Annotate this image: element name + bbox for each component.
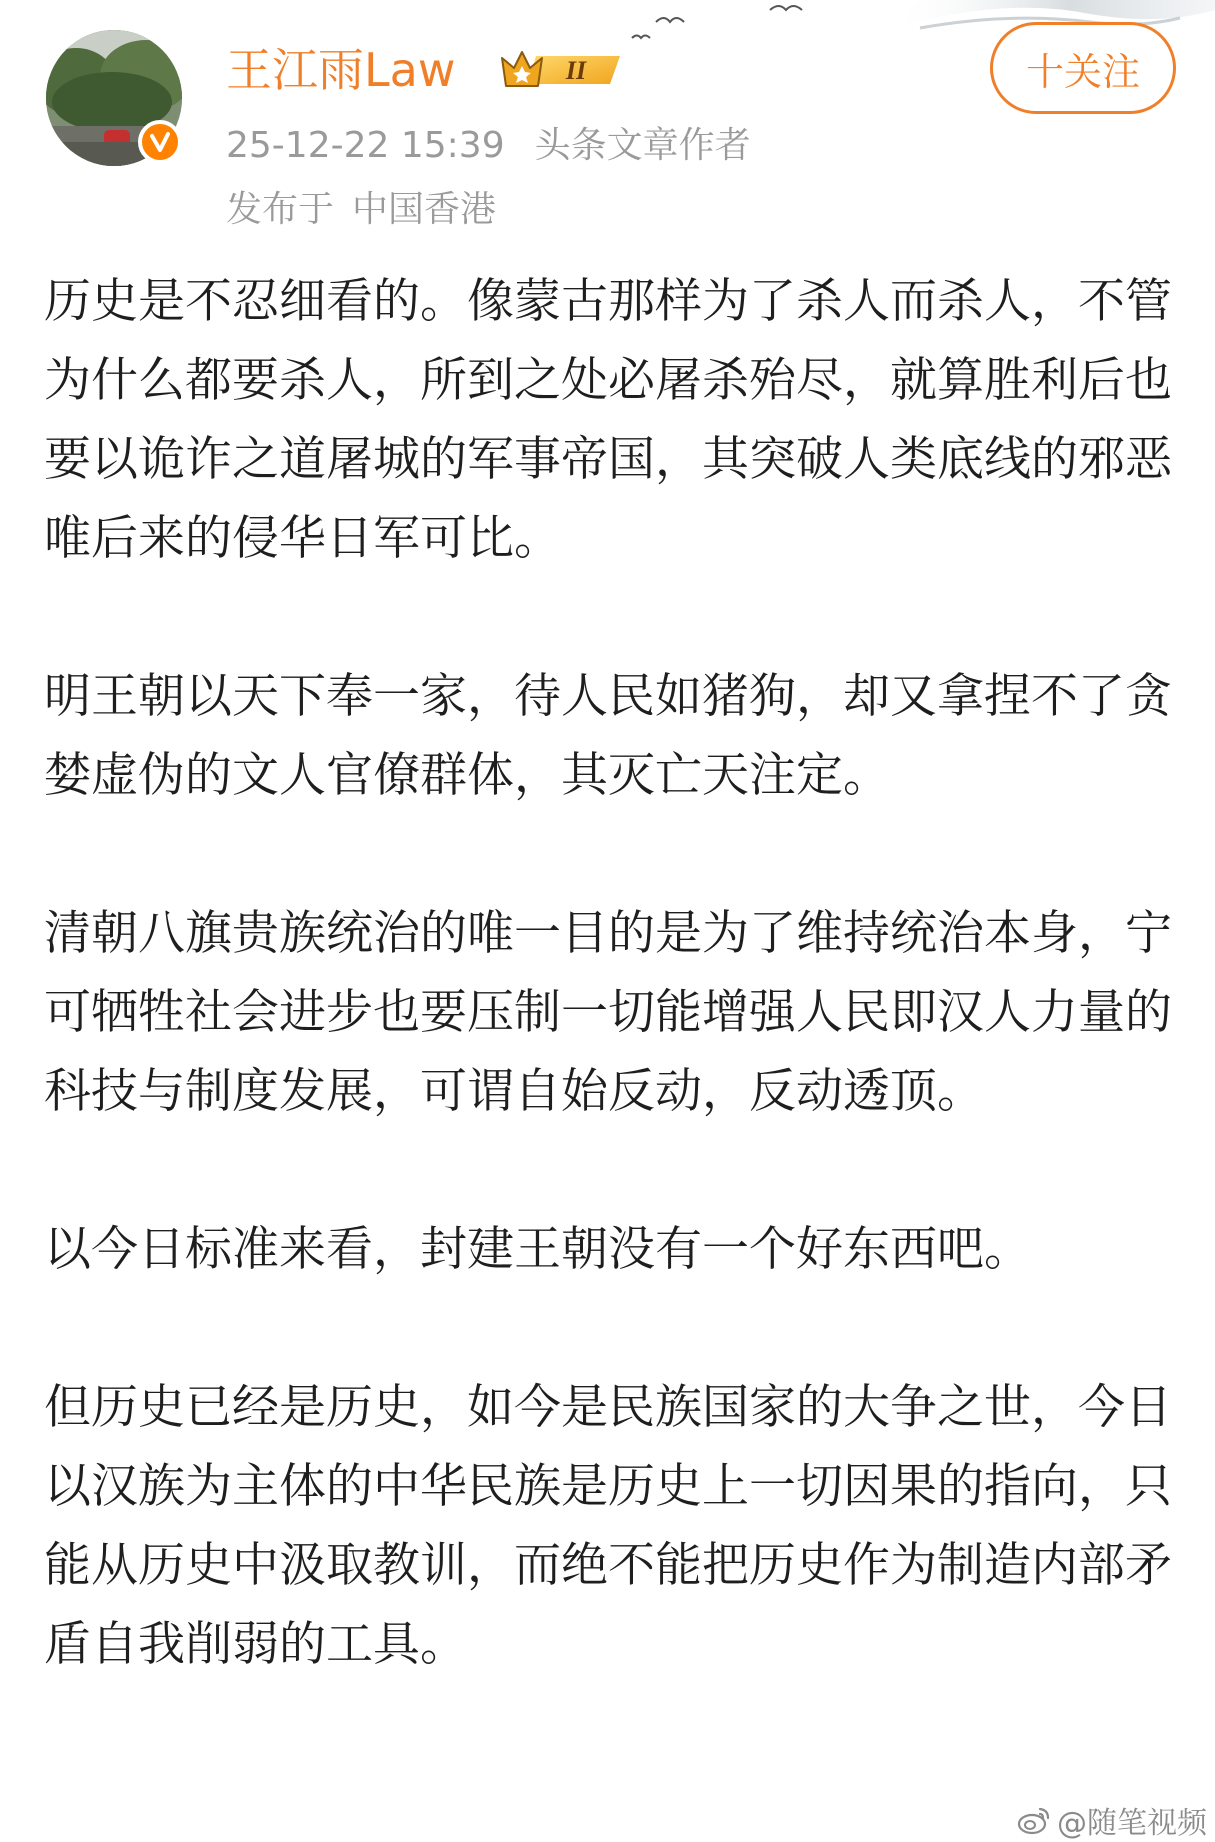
level-label: II	[565, 56, 587, 85]
username[interactable]: 王江雨Law	[226, 43, 456, 97]
watermark-text: @随笔视频	[1057, 1806, 1207, 1841]
follow-button[interactable]: 十关注	[990, 22, 1176, 114]
location-value: 中国香港	[352, 189, 497, 230]
verified-check-icon	[138, 120, 182, 164]
post-meta	[226, 122, 751, 170]
weibo-logo-icon	[1017, 1805, 1051, 1835]
article-paragraph: 以今日标准来看，封建王朝没有一个好东西吧。	[44, 1222, 1031, 1277]
crown-level-badge-icon	[498, 46, 630, 94]
article-paragraph: 历史是不忍细看的。像蒙古那样为了杀人而杀人，不管为什么都要杀人，所到之处必屠杀殆尽，就算胜利后也要以诡诈之道屠城的军事帝国，其突破人类底线的邪恶唯后来的侵华日军可比。	[44, 274, 1172, 566]
article-paragraph: 明王朝以天下奉一家，待人民如猪狗，却又拿捏不了贪婪虚伪的文人官僚群体，其灭亡天注定。	[44, 669, 1172, 803]
post-timestamp: 25-12-22 15:39	[226, 125, 505, 166]
article-paragraph: 但历史已经是历史，如今是民族国家的大争之世，今日以汉族为主体的中华民族是历史上一切因果的指向，只能从历史中汲取教训，而绝不能把历史作为制造内部矛盾自我削弱的工具。	[44, 1380, 1172, 1672]
location-prefix: 发布于	[226, 189, 335, 230]
article-paragraph: 清朝八旗贵族统治的唯一目的是为了维持统治本身，宁可牺牲社会进步也要压制一切能增强人民即汉人力量的科技与制度发展，可谓自始反动，反动透顶。	[44, 906, 1172, 1119]
watermark	[1017, 1800, 1207, 1840]
post-location	[226, 186, 496, 234]
article-body	[44, 262, 1176, 1684]
author-tag: 头条文章作者	[534, 125, 751, 166]
